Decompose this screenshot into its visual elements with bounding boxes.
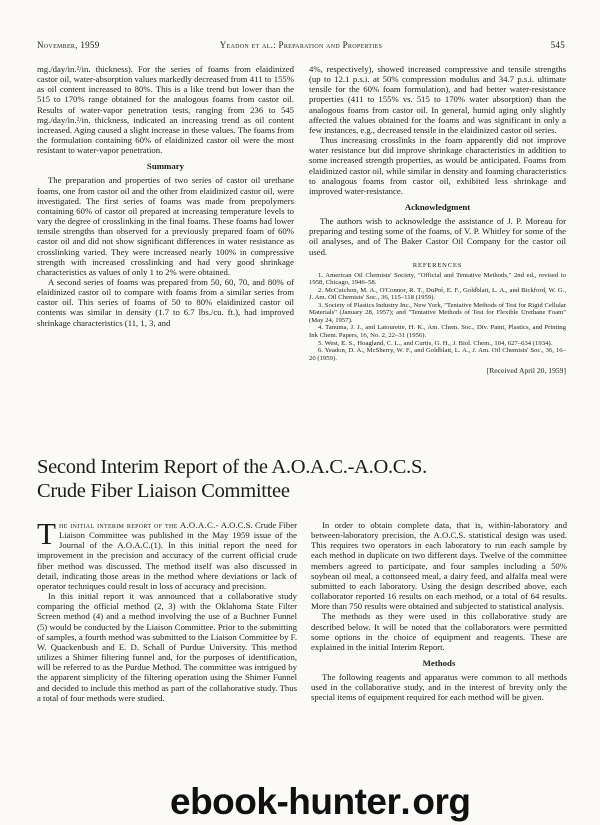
column-top-right: [309, 64, 566, 375]
reference-item: 6. Yeadon, D. A., McSherry, W. F., and Goldblatt, L. A., J. Am. Oil Chemists' Soc., 36, 16–20 (1959).: [309, 347, 566, 362]
article-title-line-2: Crude Fiber Liaison Committee: [37, 480, 290, 502]
running-head-title: Yeadon et al.: Preparation and Properties: [219, 40, 383, 50]
paragraph: The methods as they were used in this collaborative study are described below. It will be noted that the collaborators were permitted some options in the choice of equipment and reagents. These are explained in the initial Interim Report.: [311, 611, 567, 652]
paragraph: Thus increasing crosslinks in the foam apparently did not improve water resistance but did improve shrinkage characteristics in addition to some increased strength properties, as would be anticipated. Foams from elaidinized castor oil, while similar in density and foaming characteristics to analogous foams from castor oil, exhibited less shrinkage and improved water-resistance.: [309, 135, 566, 196]
intro-smallcaps: he initial interim report of the A.O.A.C.-: [58, 520, 219, 530]
column-bottom-left: [37, 516, 297, 703]
article-title-line-1: Second Interim Report of the A.O.A.C.-A.O.C.S.: [37, 456, 427, 478]
reference-list: [309, 272, 566, 363]
paragraph: The authors wish to acknowledge the assistance of J. P. Moreau for preparing and testing some of the foams, of V. P. Whitley for some of the oil analyses, and of The Baker Castor Oil Company for the castor oil used.: [309, 216, 566, 257]
paragraph: The preparation and properties of two series of castor oil urethane foams, one from castor oil and the other from elaidinized castor oil, were investigated. The first series of foams was made from prepolymers containing 60% of castor oil prepared at increasing temperature levels to vary the degree of crosslinking in the final foams. These foams had lower tensile strengths than observed for a previously prepared foam of 60% castor oil and did not show significant differences in water resistance as crosslinking varied. They were increased nearly 100% in compressive strength with increased crosslinking and had very good shrinkage characteristics as values of only 1 to 2% were obtained.: [37, 175, 294, 277]
section-heading-methods: Methods: [422, 658, 456, 669]
running-head-date: November, 1959: [37, 40, 100, 50]
reference-item: 5. West, E. S., Hoagland, C. L., and Curtis, G. H., J. Biol. Chem., 104, 627–634 (1934).: [318, 339, 553, 347]
references-heading: REFERENCES: [412, 261, 463, 269]
section-heading-summary: Summary: [146, 161, 185, 172]
watermark-text: ebook-hunter: [170, 781, 401, 822]
running-head: [37, 40, 565, 52]
watermark: [170, 782, 600, 825]
reference-item: 3. Society of Plastics Industry Inc., New York, "Tentative Methods of Test for Rigid Cellular Materials" (January 28, 1957); and "Tentative Methods of Test for Flexible Urethane Foam" (May 24, 1957).: [309, 301, 566, 324]
intro-text: A.O.C.S. Crude Fiber Liaison Committee was published in the May 1959 issue of the Journal of the A.O.A.C.(1). In this initial report the need for improvement in the precision and accuracy of the current official crude fiber method was discussed. The method itself was also discussed in detail, indicating those areas in the method where deviations or lack of operator techniques could result in loss of accuracy and precision.: [37, 520, 297, 591]
article-title: [37, 455, 567, 503]
section-heading-acknowledgment: Acknowledgment: [404, 202, 471, 213]
paragraph: A second series of foams was prepared from 50, 60, 70, and 80% of elaidinized castor oil to compare with foams from a similar series from castor oil. This series of foams of 50 to 80% elaidinized castor oil contents was similar in density (1.7 to 6.7 lbs./cu. ft.), had improved shrinkage characteristics (11, 1, 3, and: [37, 276, 294, 328]
watermark-tld: org: [412, 781, 471, 822]
column-top-left: [37, 64, 294, 328]
column-bottom-right: [311, 520, 567, 703]
paragraph: In order to obtain complete data, that is, within-laboratory and between-laboratory precision, the A.O.C.S. statistical design was used. This requires two operators in each laboratory to run each sample by each method in duplicate on two different days. Twelve of the committee members agreed to participate, and four samples including a 50% soybean oil meal, a cottonseed meal, a dairy feed, and alfalfa meal were submitted to each laboratory. Using the design described above, each collaborator reported 16 results on each method, or a total of 64 results. More than 750 results were obtained and subjected to statistical analysis.: [311, 520, 567, 612]
paragraph: In this initial report it was announced that a collaborative study comparing the official method (2, 3) with the Oklahoma State Filter Screen method (4) and a method involving the use of a Buchner Funnel (5) would be conducted by the Liaison Committee. Prior to the submitting of samples, a fourth method was submitted to the Liaison Committee by F. W. Quackenbush and E. D. Schall of Purdue University. This method utilizes a Shimer filtering funnel and, for the purposes of identification, will be referred to as the Purdue Method. The committee was intrigued by the apparent simplicity of the filtering operation using the Shimer Funnel and decided to include this method as part of the collaborative study. Thus a total of four methods were studied.: [37, 591, 297, 703]
paragraph: 4%, respectively), showed increased compressive and tensile strengths (up to 12.1 p.s.i. at 50% compression modulus and 34.7 p.s.i. ultimate tensile for the 60% foam formulation), and had better water-resistance properties (411 to 155% vs. 515 to 170% water absorption) than the analogous foams from castor oil. In general, humid aging only slightly affected the values obtained for the foams and was significant in only a few instances, e.g., decreased tensile in the elaidinized castor oil series.: [309, 64, 566, 135]
paragraph: mg./day/in.²/in. thickness). For the series of foams from elaidinized castor oil, water-absorption values markedly decreased from 411 to 155% as oil content increased to 80%. This is a like trend but lower than the 515 to 170% range obtained for the analogous foams from castor oil. Results of water-vapor penetration tests, ranging from 236 to 545 mg./day/in.²/in. thickness, indicated an increasing trend as oil content increased. Aging caused a slight increase in these values. The foams from the formulation containing 60% of elaidinized castor oil were the most resistant to water-vapor penetration.: [37, 64, 294, 156]
reference-item: 1. American Oil Chemists' Society, "Official and Tentative Methods," 2nd ed., revised to 1958, Chicago, 1946–58.: [309, 271, 566, 287]
reference-item: 4. Tanuma, J. J., and Latourette, H. K., Am. Chem. Soc., Div. Paint, Plastics, and Printing Ink Chem. Papers, 16, No. 2, 22–31 (1956).: [309, 324, 566, 340]
watermark-dot-icon: .: [400, 781, 411, 822]
reference-item: 2. McCutchon, M. A., O'Connor, R. T., DuPré, E. F., Goldblatt, L. A., and Bickford, W. G., J. Am. Oil Chemists' Soc., 36, 115–118 (1959).: [309, 286, 566, 302]
page-number: 545: [550, 40, 565, 50]
received-date: [Received April 20, 1959]: [486, 366, 566, 376]
intro-paragraph: [37, 516, 297, 591]
paragraph: The following reagents and apparatus were common to all methods used in the collaborative study, and in the interest of brevity only the special items of equipment required for each method will be given.: [311, 672, 567, 703]
drop-cap: T: [37, 516, 56, 551]
